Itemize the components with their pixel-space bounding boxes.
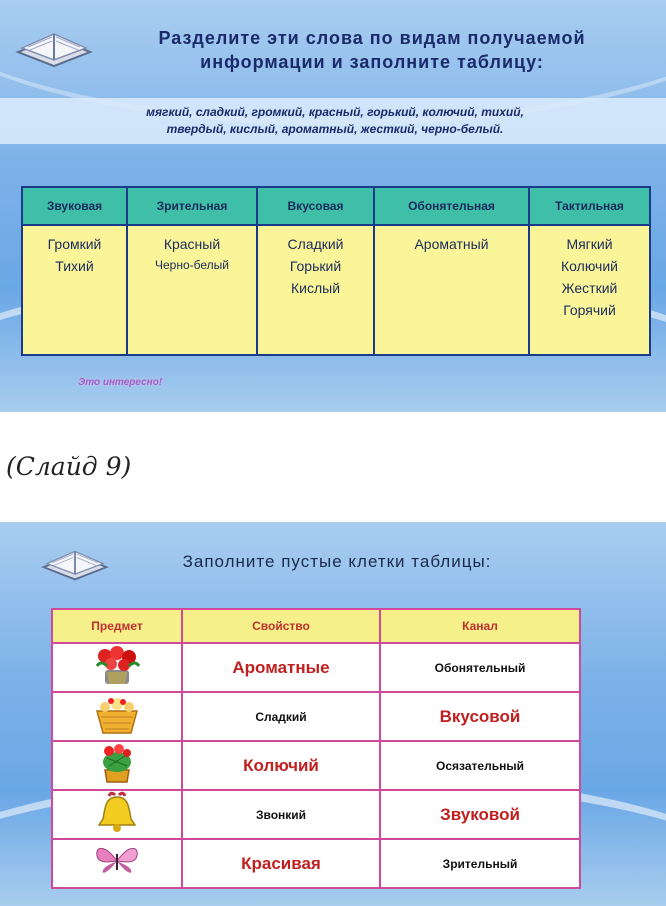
open-book-icon <box>14 22 94 68</box>
cell-word: Ароматный <box>414 236 489 252</box>
butterfly-icon <box>87 840 147 882</box>
slide-caption: (Слайд 9) <box>6 452 132 481</box>
header-sound: Звуковая <box>22 187 127 225</box>
column-sound <box>22 225 127 355</box>
cell-word: Мягкий <box>566 236 613 252</box>
classification-table <box>21 186 651 356</box>
open-book-icon <box>40 540 110 582</box>
property-cell <box>182 741 380 790</box>
table-row <box>52 839 580 888</box>
object-cell <box>52 741 182 790</box>
cell-word: Красный <box>163 236 221 252</box>
cell-word: Сладкий <box>287 236 344 252</box>
channel-cell <box>380 790 580 839</box>
channel-text: Осязательный <box>436 758 524 773</box>
header-channel: Канал <box>380 609 580 643</box>
table-row <box>52 741 580 790</box>
header-property: Свойство <box>182 609 380 643</box>
table-row <box>52 790 580 839</box>
channel-cell <box>380 692 580 741</box>
channel-text: Зрительный <box>442 856 518 871</box>
property-cell <box>182 643 380 692</box>
property-text: Сладкий <box>255 709 307 724</box>
cactus-icon <box>87 742 147 784</box>
header-visual: Зрительная <box>127 187 257 225</box>
word-list-line-1: мягкий, сладкий, громкий, красный, горький, колючий, тихий, <box>146 105 524 119</box>
cell-word: Тихий <box>55 258 94 274</box>
slide-2-title: Заполните пустые клетки таблицы: <box>182 552 492 571</box>
channel-cell <box>380 839 580 888</box>
channel-text: Вкусовой <box>439 706 521 726</box>
channel-cell <box>380 643 580 692</box>
property-cell <box>182 692 380 741</box>
property-text: Звонкий <box>255 807 307 822</box>
header-taste: Вкусовая <box>257 187 374 225</box>
interesting-link[interactable]: Это интересно! <box>78 377 163 388</box>
table-row <box>52 643 580 692</box>
title-line-1: Разделите эти слова по видам получаемой <box>158 28 586 48</box>
property-cell <box>182 790 380 839</box>
slide-1-title <box>92 26 652 74</box>
cake-basket-icon <box>87 693 147 735</box>
object-cell <box>52 790 182 839</box>
word-list-line-2: твердый, кислый, ароматный, жесткий, черно-белый. <box>166 122 504 136</box>
channel-cell <box>380 741 580 790</box>
cell-word: Громкий <box>47 236 102 252</box>
channel-text: Обонятельный <box>434 660 526 675</box>
property-text: Ароматные <box>232 657 330 677</box>
property-cell <box>182 839 380 888</box>
property-text: Красивая <box>241 853 321 873</box>
cell-word: Черно-белый <box>155 258 229 272</box>
cell-word: Горячий <box>563 302 616 318</box>
header-tactile: Тактильная <box>529 187 650 225</box>
object-cell <box>52 839 182 888</box>
cell-word: Жесткий <box>561 280 618 296</box>
cell-word: Колючий <box>561 258 618 274</box>
column-tactile <box>529 225 650 355</box>
cell-word: Горький <box>289 258 342 274</box>
properties-table <box>51 608 581 889</box>
header-object: Предмет <box>52 609 182 643</box>
channel-text: Звуковой <box>440 804 520 824</box>
object-cell <box>52 692 182 741</box>
table-row <box>52 692 580 741</box>
object-cell <box>52 643 182 692</box>
column-smell <box>374 225 529 355</box>
flower-bouquet-icon <box>87 644 147 686</box>
header-smell: Обонятельная <box>374 187 529 225</box>
word-list <box>40 104 630 138</box>
property-text: Колючий <box>243 755 319 775</box>
cell-word: Кислый <box>290 280 341 296</box>
title-line-2: информации и заполните таблицу: <box>200 52 544 72</box>
bell-icon <box>87 791 147 833</box>
column-taste <box>257 225 374 355</box>
slide-1 <box>0 0 666 412</box>
column-visual <box>127 225 257 355</box>
